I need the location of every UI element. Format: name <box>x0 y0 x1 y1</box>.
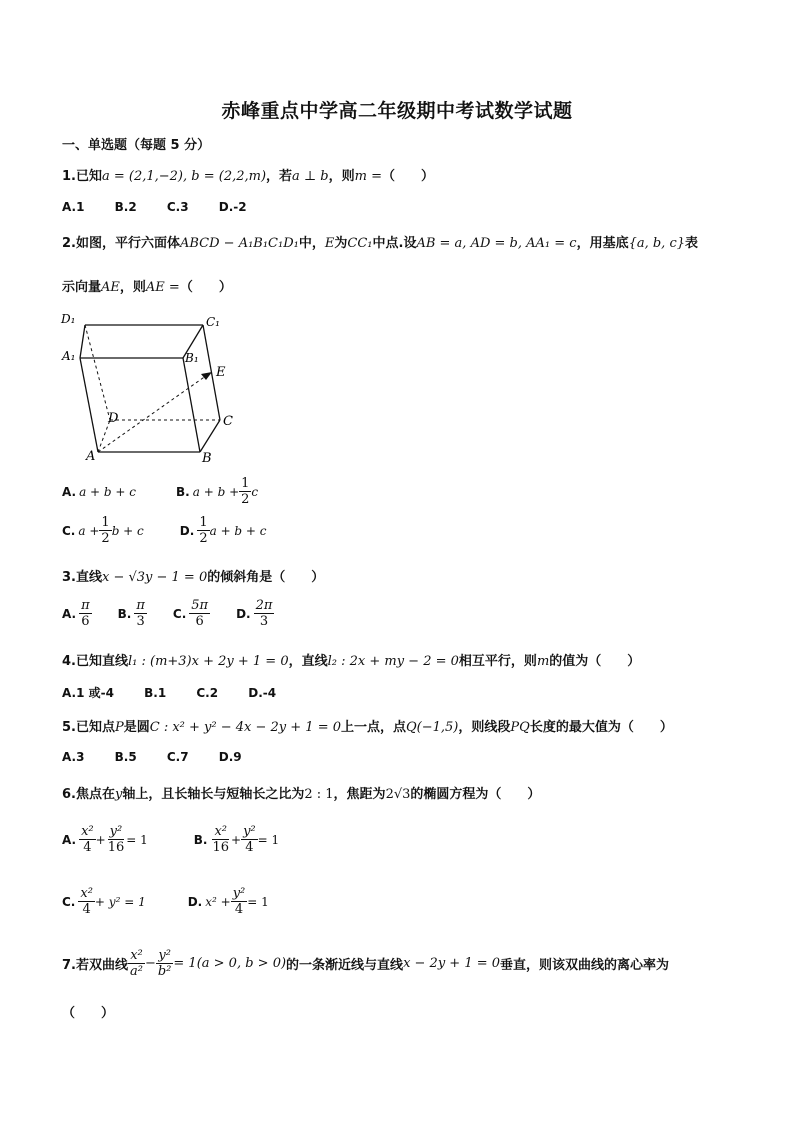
parallelepiped-figure <box>60 310 260 470</box>
label-a: A <box>86 449 96 464</box>
fraction: $\frac{\text{x²}}{16}$ <box>212 824 230 855</box>
q3-option-a[interactable]: A. $\frac{\pi}{6}$ <box>62 598 90 629</box>
label-c1: C₁ <box>206 315 220 329</box>
fraction: $\frac{\text{x²}}{\text{a²}}$ <box>129 948 143 979</box>
q2-options-row-2 <box>62 515 293 546</box>
fraction: $\frac{\pi}{6}$ <box>81 598 90 629</box>
label-d1: D₁ <box>61 312 76 326</box>
q3-options <box>62 598 300 629</box>
question-3: 3.直线x − √3y − 1 = 0的倾斜角是（ ） <box>62 570 325 585</box>
arrow-head-icon <box>201 372 212 380</box>
label-b: B <box>202 451 212 466</box>
question-1: 1.已知a = (2,1,−2), b = (2,2,m)，若a ⊥ b，则m =（ ） <box>62 169 434 184</box>
edge-b1b <box>183 358 200 452</box>
q6-options-row-1 <box>62 824 305 855</box>
q3-option-d[interactable]: D. $\frac{2\pi}{3}$ <box>236 598 273 629</box>
q4-option-d[interactable]: D.-4 <box>248 686 277 700</box>
q5-option-d[interactable]: D.9 <box>218 750 242 764</box>
fraction: $\frac{\text{y²}}{4}$ <box>243 824 256 855</box>
q1-options <box>62 200 273 214</box>
q5-option-b[interactable]: B.5 <box>114 750 137 764</box>
question-5: 5.已知点P是圆C : x² + y² − 4x − 2y + 1 = 0上一点，点Q(−1,5)，则线段PQ长度的最大值为（ ） <box>62 720 673 735</box>
question-4: 4.已知直线l₁ : (m+3)x + 2y + 1 = 0，直线l₂ : 2x + my − 2 = 0相互平行，则m的值为（ ） <box>62 654 641 669</box>
q7-answer-paren: （ ） <box>62 1006 115 1021</box>
q6-option-d[interactable]: D. x² + $\frac{\text{y²}}{4}$ = 1 <box>187 886 269 917</box>
fraction: $\frac{\text{y²}}{16}$ <box>107 824 125 855</box>
q4-option-a[interactable]: A.1 或-4 <box>62 686 114 700</box>
q2-option-d[interactable]: D. $\frac{1}{2}$ a + b + c <box>179 515 267 546</box>
label-c: C <box>223 414 233 429</box>
question-2-line-2: 示向量AE，则AE =（ ） <box>62 280 232 295</box>
question-7: 7.若双曲线 $\frac{\text{x²}}{\text{a²}}$ − $\frac{\text{y²}}{\text{b²}}$ = 1(a > 0, b > 0) 的一条渐近线与直线 x − 2y + 1 = 0 垂直，则该双曲线的离心率为 <box>62 948 670 979</box>
question-6: 6.焦点在y轴上，且长轴长与短轴长之比为2 : 1，焦距为2√3的椭圆方程为（ ） <box>62 787 541 802</box>
fraction: $\frac{\text{x²}}{4}$ <box>80 886 93 917</box>
q1-vectors: a = (2,1,−2), b = (2,2,m) <box>101 169 267 184</box>
fraction: $\frac{5\pi}{6}$ <box>191 598 209 629</box>
label-e: E <box>216 365 226 380</box>
q1-option-c[interactable]: C.3 <box>166 200 189 214</box>
fraction: $\frac{\text{y²}}{\text{b²}}$ <box>157 948 172 979</box>
q2-options-row-1 <box>62 476 284 507</box>
fraction: $\frac{\text{x²}}{4}$ <box>81 824 94 855</box>
label-a1: A₁ <box>62 349 76 363</box>
fraction: $\frac{1}{2}$ <box>199 515 208 546</box>
q5-option-c[interactable]: C.7 <box>166 750 189 764</box>
q4-option-b[interactable]: B.1 <box>144 686 167 700</box>
edge-d1a1 <box>80 325 85 358</box>
label-b1: B₁ <box>185 351 199 365</box>
edge-bc <box>200 420 220 452</box>
section-heading: 一、单选题（每题 5 分） <box>62 138 211 153</box>
question-2-line-1: 2.如图，平行六面体ABCD − A₁B₁C₁D₁中，E为CC₁中点.设AB = a, AD = b, AA₁ = c，用基底{a, b, c}表 <box>62 236 699 251</box>
q1-condition: a ⊥ b <box>292 169 329 184</box>
page-title: 赤峰重点中学高二年级期中考试数学试题 <box>221 100 573 122</box>
fraction: $\frac{1}{2}$ <box>101 515 110 546</box>
q6-option-a[interactable]: A. $\frac{\text{x²}}{4}$ + $\frac{\text{y²}}{16}$ = 1 <box>62 824 148 855</box>
q1-option-b[interactable]: B.2 <box>114 200 137 214</box>
q3-option-c[interactable]: C. $\frac{5\pi}{6}$ <box>172 598 209 629</box>
q2-option-b[interactable]: B. a + b + $\frac{1}{2}$ c <box>176 476 259 507</box>
fraction: $\frac{1}{2}$ <box>241 476 250 507</box>
q4-options <box>62 684 302 701</box>
q2-option-a[interactable]: A. a + b + c <box>62 484 137 499</box>
q5-option-a[interactable]: A.3 <box>62 750 85 764</box>
q4-option-c[interactable]: C.2 <box>196 686 219 700</box>
fraction: $\frac{2\pi}{3}$ <box>255 598 273 629</box>
q6-options-row-2 <box>62 886 295 917</box>
q6-option-c[interactable]: C. $\frac{\text{x²}}{4}$ + y² = 1 <box>62 886 146 917</box>
fraction: $\frac{\pi}{3}$ <box>136 598 145 629</box>
q1-option-a[interactable]: A.1 <box>62 200 85 214</box>
q2-option-c[interactable]: C. a + $\frac{1}{2}$ b + c <box>62 515 144 546</box>
fraction: $\frac{\text{y²}}{4}$ <box>232 886 246 917</box>
q3-option-b[interactable]: B. $\frac{\pi}{3}$ <box>117 598 145 629</box>
edge-a1a <box>80 358 98 452</box>
q2-vector-defs: AB = a, AD = b, AA₁ = c <box>416 236 577 251</box>
q1-option-d[interactable]: D.-2 <box>218 200 247 214</box>
label-d: D <box>108 411 119 426</box>
q5-options <box>62 750 268 764</box>
q6-option-b[interactable]: B. $\frac{\text{x²}}{16}$ + $\frac{\text{y²}}{4}$ = 1 <box>193 824 280 855</box>
